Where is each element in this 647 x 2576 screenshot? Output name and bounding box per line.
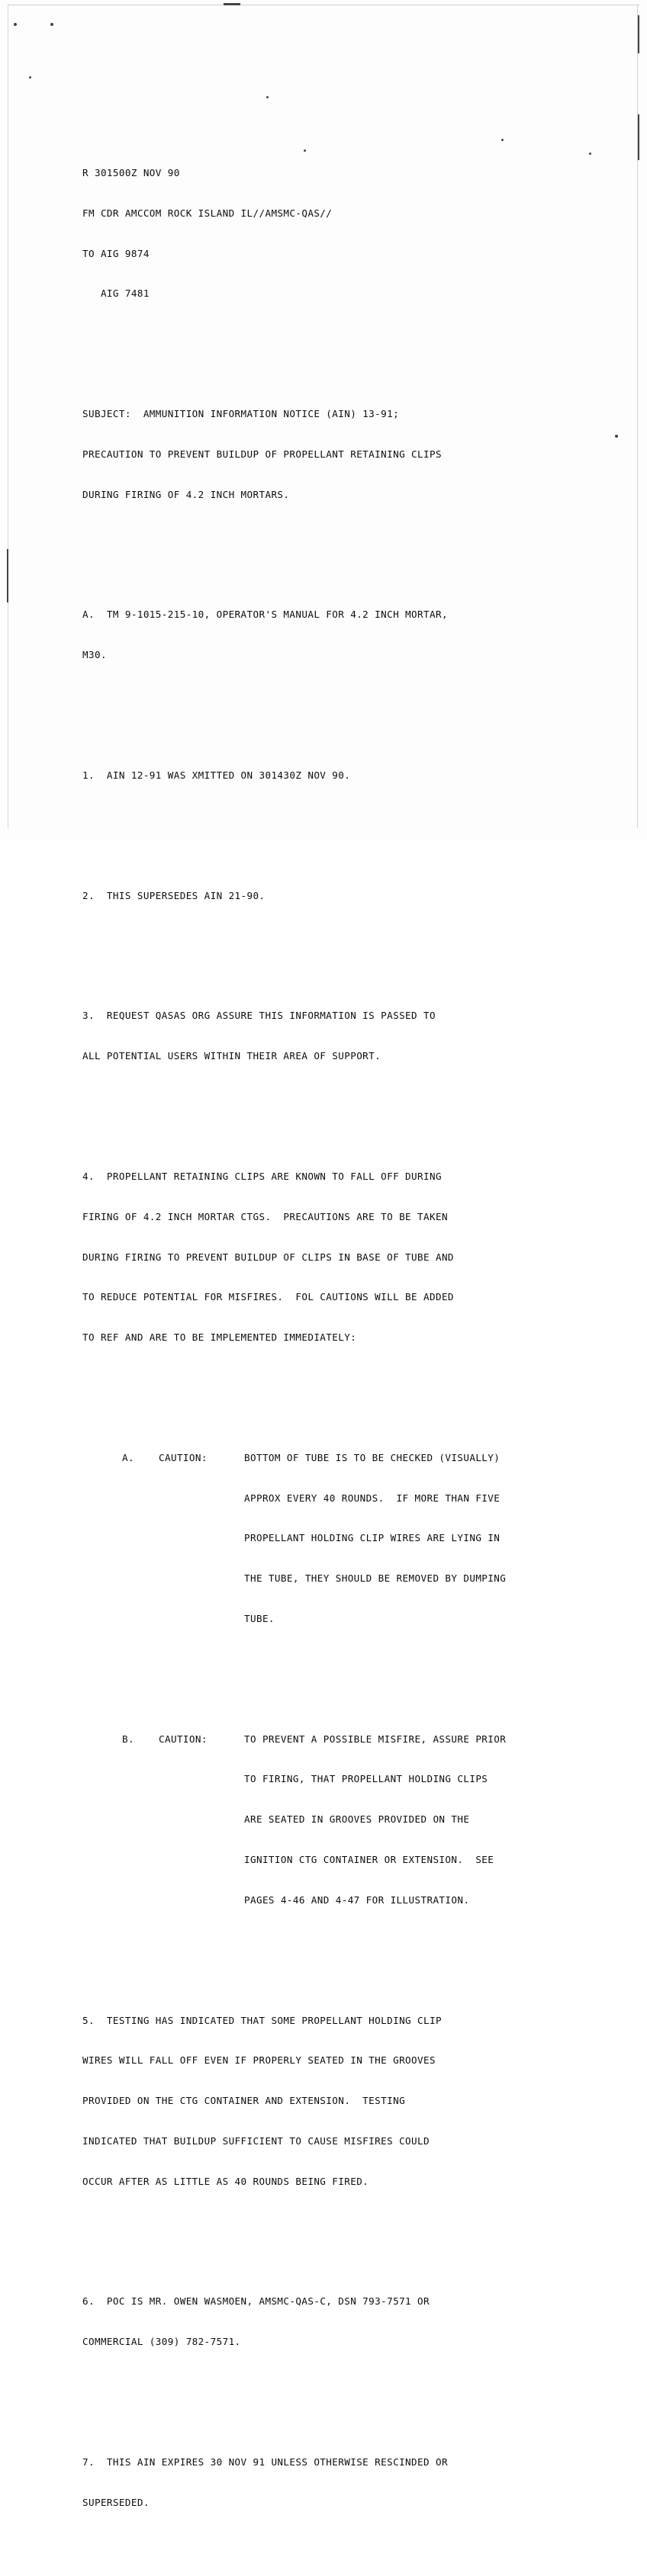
caution-label-spacer <box>159 1492 244 1505</box>
caution-label-spacer <box>159 1572 244 1585</box>
paragraph-line: PROVIDED ON THE CTG CONTAINER AND EXTENSION. TESTING <box>82 2095 406 2107</box>
reference-line: A. TM 9-1015-215-10, OPERATOR'S MANUAL FOR 4.2 INCH MORTAR, <box>82 609 448 621</box>
paragraph-line: INDICATED THAT BUILDUP SUFFICIENT TO CAUSE MISFIRES COULD <box>82 2134 430 2147</box>
paragraph-line: TO REF AND ARE TO BE IMPLEMENTED IMMEDIATELY: <box>82 1331 357 1344</box>
caution-marker-spacer <box>82 1572 159 1585</box>
scan-speck <box>29 76 31 79</box>
subject-line: SUBJECT: AMMUNITION INFORMATION NOTICE (AIN) 13-91; <box>82 408 400 420</box>
caution-a <box>82 1425 571 1653</box>
caution-first-line <box>82 1451 571 1465</box>
caution-line <box>82 1893 571 1907</box>
caution-b <box>82 1706 571 1934</box>
caution-marker-spacer <box>82 1612 159 1626</box>
caution-marker-spacer <box>82 1531 159 1545</box>
subject-block <box>82 381 571 528</box>
header-line: AIG 7481 <box>82 287 150 300</box>
paragraph-line: SUPERSEDED. <box>82 2496 150 2508</box>
paragraph-3 <box>82 982 571 1090</box>
header-line: TO AIG 9874 <box>82 247 150 259</box>
caution-text-line: TO PREVENT A POSSIBLE MISFIRE, ASSURE PRIOR <box>244 1733 507 1745</box>
paragraph-2 <box>82 862 571 929</box>
paragraph-line: OCCUR AFTER AS LITTLE AS 40 ROUNDS BEING FIRED. <box>82 2175 369 2187</box>
scan-speck <box>224 3 240 5</box>
caution-marker-spacer <box>82 1853 159 1867</box>
scan-speck <box>638 15 639 53</box>
paragraph-1 <box>82 742 571 809</box>
caution-text-line: BOTTOM OF TUBE IS TO BE CHECKED (VISUALLY) <box>244 1451 501 1463</box>
caution-text-line: IGNITION CTG CONTAINER OR EXTENSION. SEE <box>244 1854 494 1866</box>
caution-label-spacer <box>159 1531 244 1545</box>
paragraph-line: COMMERCIAL (309) 782-7571. <box>82 2336 241 2348</box>
paragraph-line: WIRES WILL FALL OFF EVEN IF PROPERLY SEATED IN THE GROOVES <box>82 2054 436 2067</box>
caution-line <box>82 1853 571 1867</box>
scan-speck <box>615 435 618 438</box>
paragraph-line: 3. REQUEST QASAS ORG ASSURE THIS INFORMATION IS PASSED TO <box>82 1010 436 1022</box>
paragraph-line: 7. THIS AIN EXPIRES 30 NOV 91 UNLESS OTHERWISE RESCINDED OR <box>82 2456 448 2468</box>
paragraph-6 <box>82 2268 571 2375</box>
paragraph-7 <box>82 2429 571 2536</box>
subject-line: DURING FIRING OF 4.2 INCH MORTARS. <box>82 488 290 500</box>
paragraph-5 <box>82 1987 571 2215</box>
caution-text-line: TO FIRING, THAT PROPELLANT HOLDING CLIPS <box>244 1773 488 1785</box>
reference-line: M30. <box>82 649 107 661</box>
caution-text-line: THE TUBE, THEY SHOULD BE REMOVED BY DUMPING <box>244 1572 507 1585</box>
reference-block <box>82 581 571 689</box>
header-line: FM CDR AMCCOM ROCK ISLAND IL//AMSMC-QAS// <box>82 207 333 219</box>
paragraph-line: 5. TESTING HAS INDICATED THAT SOME PROPELLANT HOLDING CLIP <box>82 2014 442 2026</box>
paragraph-line: 2. THIS SUPERSEDES AIN 21-90. <box>82 889 266 901</box>
scan-speck <box>589 153 591 155</box>
caution-marker-spacer <box>82 1492 159 1505</box>
caution-label: CAUTION: <box>159 1451 208 1463</box>
caution-line <box>82 1572 571 1585</box>
paragraph-line: TO REDUCE POTENTIAL FOR MISFIRES. FOL CAUTIONS WILL BE ADDED <box>82 1291 454 1303</box>
paragraph-line: ALL POTENTIAL USERS WITHIN THEIR AREA OF SUPPORT. <box>82 1050 381 1062</box>
scan-speck <box>14 23 17 26</box>
caution-marker: B. <box>122 1733 134 1745</box>
subject-line: PRECAUTION TO PREVENT BUILDUP OF PROPELLANT RETAINING CLIPS <box>82 448 442 460</box>
paragraph-line: FIRING OF 4.2 INCH MORTAR CTGS. PRECAUTIONS ARE TO BE TAKEN <box>82 1210 448 1222</box>
document-body <box>82 99 571 2576</box>
caution-line <box>82 1772 571 1786</box>
caution-line <box>82 1612 571 1626</box>
caution-marker: A. <box>122 1451 134 1463</box>
scan-speck <box>638 114 639 160</box>
caution-label-spacer <box>159 1772 244 1786</box>
caution-marker-spacer <box>82 1772 159 1786</box>
scan-speck <box>50 23 53 26</box>
caution-text-line: ARE SEATED IN GROOVES PROVIDED ON THE <box>244 1813 470 1826</box>
caution-label: CAUTION: <box>159 1733 208 1745</box>
caution-text-line: PAGES 4-46 AND 4-47 FOR ILLUSTRATION. <box>244 1893 470 1906</box>
caution-text-line: PROPELLANT HOLDING CLIP WIRES ARE LYING IN <box>244 1532 501 1544</box>
paragraph-line: 1. AIN 12-91 WAS XMITTED ON 301430Z NOV 90. <box>82 769 351 781</box>
paragraph-line: 6. POC IS MR. OWEN WASMOEN, AMSMC-QAS-C, DSN 793-7571 OR <box>82 2295 430 2308</box>
caution-line <box>82 1531 571 1545</box>
paragraph-4 <box>82 1143 571 1371</box>
paragraph-line: 4. PROPELLANT RETAINING CLIPS ARE KNOWN TO FALL OFF DURING <box>82 1170 442 1182</box>
caution-marker-spacer <box>82 1813 159 1826</box>
caution-first-line <box>82 1733 571 1746</box>
caution-marker-spacer <box>82 1893 159 1907</box>
paragraph-line: DURING FIRING TO PREVENT BUILDUP OF CLIPS IN BASE OF TUBE AND <box>82 1251 454 1263</box>
caution-label-spacer <box>159 1853 244 1867</box>
message-header <box>82 140 571 327</box>
header-line: R 301500Z NOV 90 <box>82 166 180 178</box>
caution-text-line: APPROX EVERY 40 ROUNDS. IF MORE THAN FIVE <box>244 1492 501 1504</box>
caution-line <box>82 1813 571 1826</box>
caution-label-spacer <box>159 1612 244 1626</box>
caution-label-spacer <box>159 1893 244 1907</box>
scan-speck <box>266 96 269 98</box>
caution-text-line: TUBE. <box>244 1612 275 1624</box>
caution-label-spacer <box>159 1813 244 1826</box>
caution-line <box>82 1492 571 1505</box>
scan-speck <box>7 549 8 602</box>
